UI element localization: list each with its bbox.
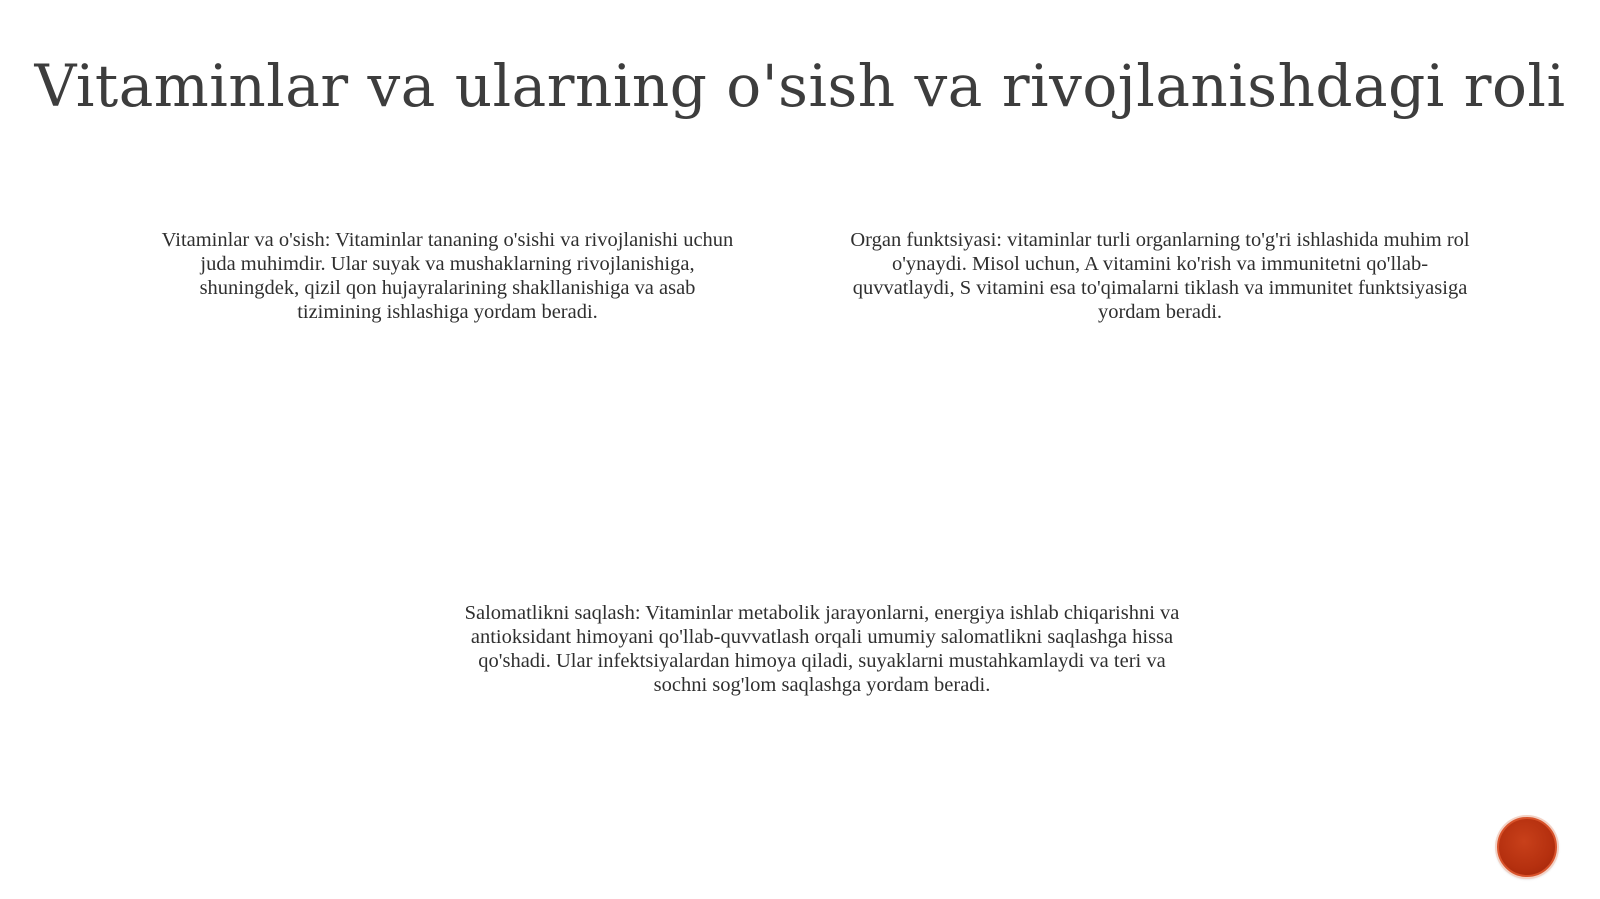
growth-text-block: Vitaminlar va o'sish: Vitaminlar tananing o'sishi va rivojlanishi uchun juda muhimdir. Ular suyak va mushaklarning rivojlanishiga, shuningdek, qizil qon hujayralarining shakllanishiga va asab tizimining ishlashiga yordam beradi. (161, 229, 734, 323)
slide-nav-circle-icon[interactable] (1497, 817, 1557, 877)
organ-function-text-block: Organ funktsiyasi: vitaminlar turli organlarning to'g'ri ishlashida muhim rol o'ynaydi. Misol uchun, A vitamini ko'rish va immunitetni qo'llab-quvvatlaydi, S vitamini esa to'qimalarni tiklash va immunitet funktsiyasiga yordam beradi. (850, 229, 1470, 323)
health-text-block: Salomatlikni saqlash: Vitaminlar metabolik jarayonlarni, energiya ishlab chiqarishni va antioksidant himoyani qo'llab-quvvatlash orqali umumiy salomatlikni saqlashga hissa qo'shadi. Ular infektsiyalardan himoya qiladi, suyaklarni mustahkamlaydi va teri va sochni sog'lom saqlashga yordam beradi. (464, 602, 1180, 696)
slide-title: Vitaminlar va ularning o'sish va rivojlanishdagi roli (34, 52, 1566, 120)
